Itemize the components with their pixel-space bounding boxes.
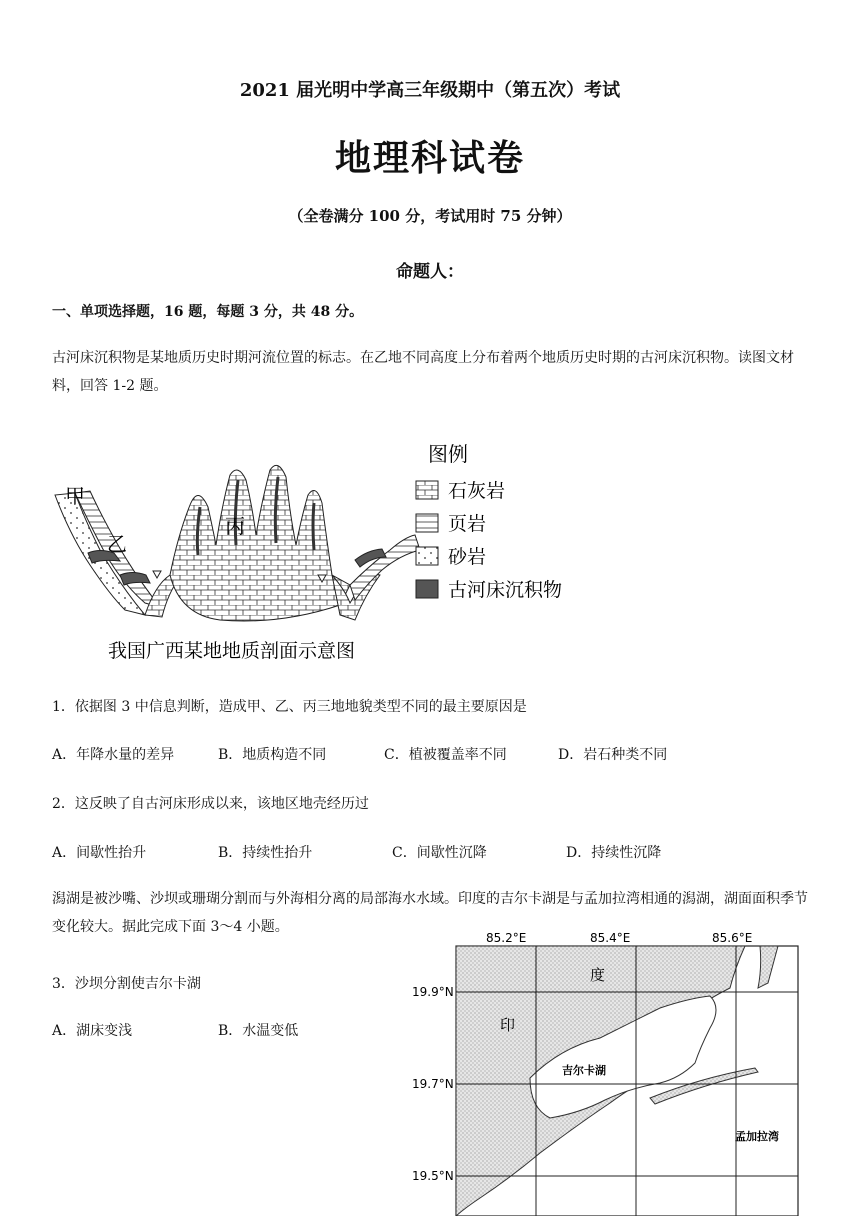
lat-label-3: 19.5°N <box>412 1169 454 1183</box>
question-3-stem: 3．沙坝分割使吉尔卡湖 <box>52 976 201 992</box>
label-yi: 乙 <box>107 532 127 556</box>
question-2-option-c: C．间歇性沉降 <box>392 845 487 861</box>
legend-shale: 页岩 <box>448 513 487 535</box>
place-du: 度 <box>590 966 606 984</box>
map-svg <box>410 928 810 1216</box>
question-2-option-b: B．持续性抬升 <box>218 845 313 861</box>
question-1-option-a: A．年降水量的差异 <box>52 747 175 763</box>
legend-limestone: 石灰岩 <box>448 480 506 502</box>
question-1-stem: 1．依据图 3 中信息判断，造成甲、乙、丙三地地貌类型不同的最主要原因是 <box>52 699 527 715</box>
lon-label-2: 85.4°E <box>590 931 631 945</box>
lat-label-1: 19.9°N <box>412 985 454 999</box>
legend-sandstone: 砂岩 <box>448 546 487 568</box>
place-yin: 印 <box>500 1016 516 1034</box>
author-line: 命题人： <box>396 262 464 282</box>
passage-2: 潟湖是被沙嘴、沙坝或珊瑚分割而与外海相分离的局部海水水域。印度的吉尔卡湖是与孟加拉湾相通的潟湖，湖面面积季节变化较大。据此完成下面 3～4 小题。 <box>52 891 808 935</box>
geology-figure <box>50 425 610 670</box>
chilika-lake-map <box>410 928 810 1216</box>
question-3-option-a: A．湖床变浅 <box>52 1023 133 1039</box>
place-lake: 吉尔卡湖 <box>562 1064 606 1077</box>
lat-label-2: 19.7°N <box>412 1077 454 1091</box>
legend-sandstone-swatch <box>416 547 438 565</box>
legend-sediment: 古河床沉积物 <box>448 579 563 601</box>
question-2-stem: 2．这反映了自古河床形成以来，该地区地壳经历过 <box>52 796 369 812</box>
exam-title: 2021 届光明中学高三年级期中（第五次）考试 <box>239 80 621 101</box>
question-1-option-c: C．植被覆盖率不同 <box>384 747 507 763</box>
lon-label-1: 85.2°E <box>486 931 527 945</box>
passage-1: 古河床沉积物是某地质历史时期河流位置的标志。在乙地不同高度上分布着两个地质历史时期的古河床沉积物。读图文材料，回答 1-2 题。 <box>52 350 794 394</box>
label-jia: 甲 <box>65 484 85 508</box>
legend-limestone-swatch <box>416 481 438 499</box>
subject-title: 地理科试卷 <box>334 137 525 179</box>
legend-shale-swatch <box>416 514 438 532</box>
question-1-option-d: D．岩石种类不同 <box>558 747 668 763</box>
legend-sediment-swatch <box>416 580 438 598</box>
geology-cross-section <box>50 425 610 670</box>
figure-caption: 我国广西某地地质剖面示意图 <box>108 640 356 662</box>
question-2-option-a: A．间歇性抬升 <box>52 845 147 861</box>
section-heading: 一、单项选择题，16 题，每题 3 分，共 48 分。 <box>52 304 364 320</box>
exam-info: （全卷满分 100 分，考试用时 75 分钟） <box>288 207 572 225</box>
question-3-option-b: B．水温变低 <box>218 1023 299 1039</box>
label-bing: 丙 <box>225 514 245 538</box>
question-2-option-d: D．持续性沉降 <box>566 845 662 861</box>
legend-title: 图例 <box>428 442 468 466</box>
question-1-option-b: B．地质构造不同 <box>218 747 327 763</box>
place-bay: 孟加拉湾 <box>735 1130 779 1143</box>
lon-label-3: 85.6°E <box>712 931 753 945</box>
